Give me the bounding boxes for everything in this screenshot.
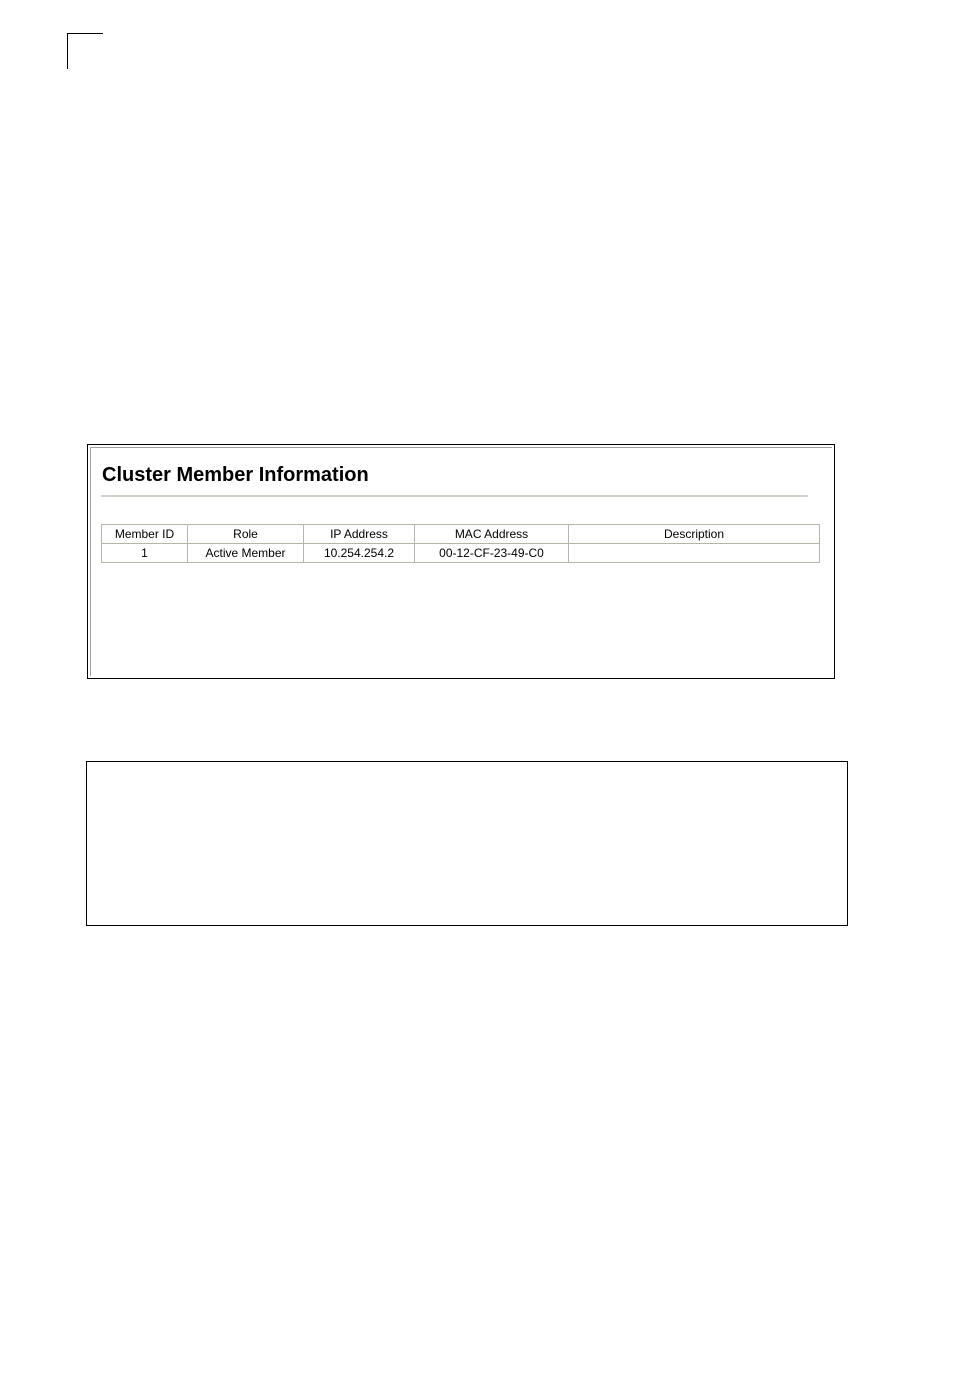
column-header-description: Description (569, 525, 820, 544)
cell-member-id: 1 (102, 544, 188, 563)
cell-ip-address: 10.254.254.2 (304, 544, 415, 563)
cell-mac-address: 00-12-CF-23-49-C0 (415, 544, 569, 563)
column-header-member-id: Member ID (102, 525, 188, 544)
cluster-member-table (101, 524, 820, 563)
table-header-row (102, 525, 820, 544)
cell-description (569, 544, 820, 563)
screenshot-inner-frame (90, 447, 832, 676)
title-divider (101, 495, 808, 497)
cell-role: Active Member (188, 544, 304, 563)
cluster-member-screenshot (87, 444, 835, 679)
column-header-role: Role (188, 525, 304, 544)
table-row (102, 544, 820, 563)
page-corner-mark-horizontal (67, 33, 103, 34)
page-corner-mark-vertical (67, 33, 68, 69)
cli-example-box (86, 761, 848, 926)
column-header-mac-address: MAC Address (415, 525, 569, 544)
page-title: Cluster Member Information (102, 464, 369, 486)
column-header-ip-address: IP Address (304, 525, 415, 544)
